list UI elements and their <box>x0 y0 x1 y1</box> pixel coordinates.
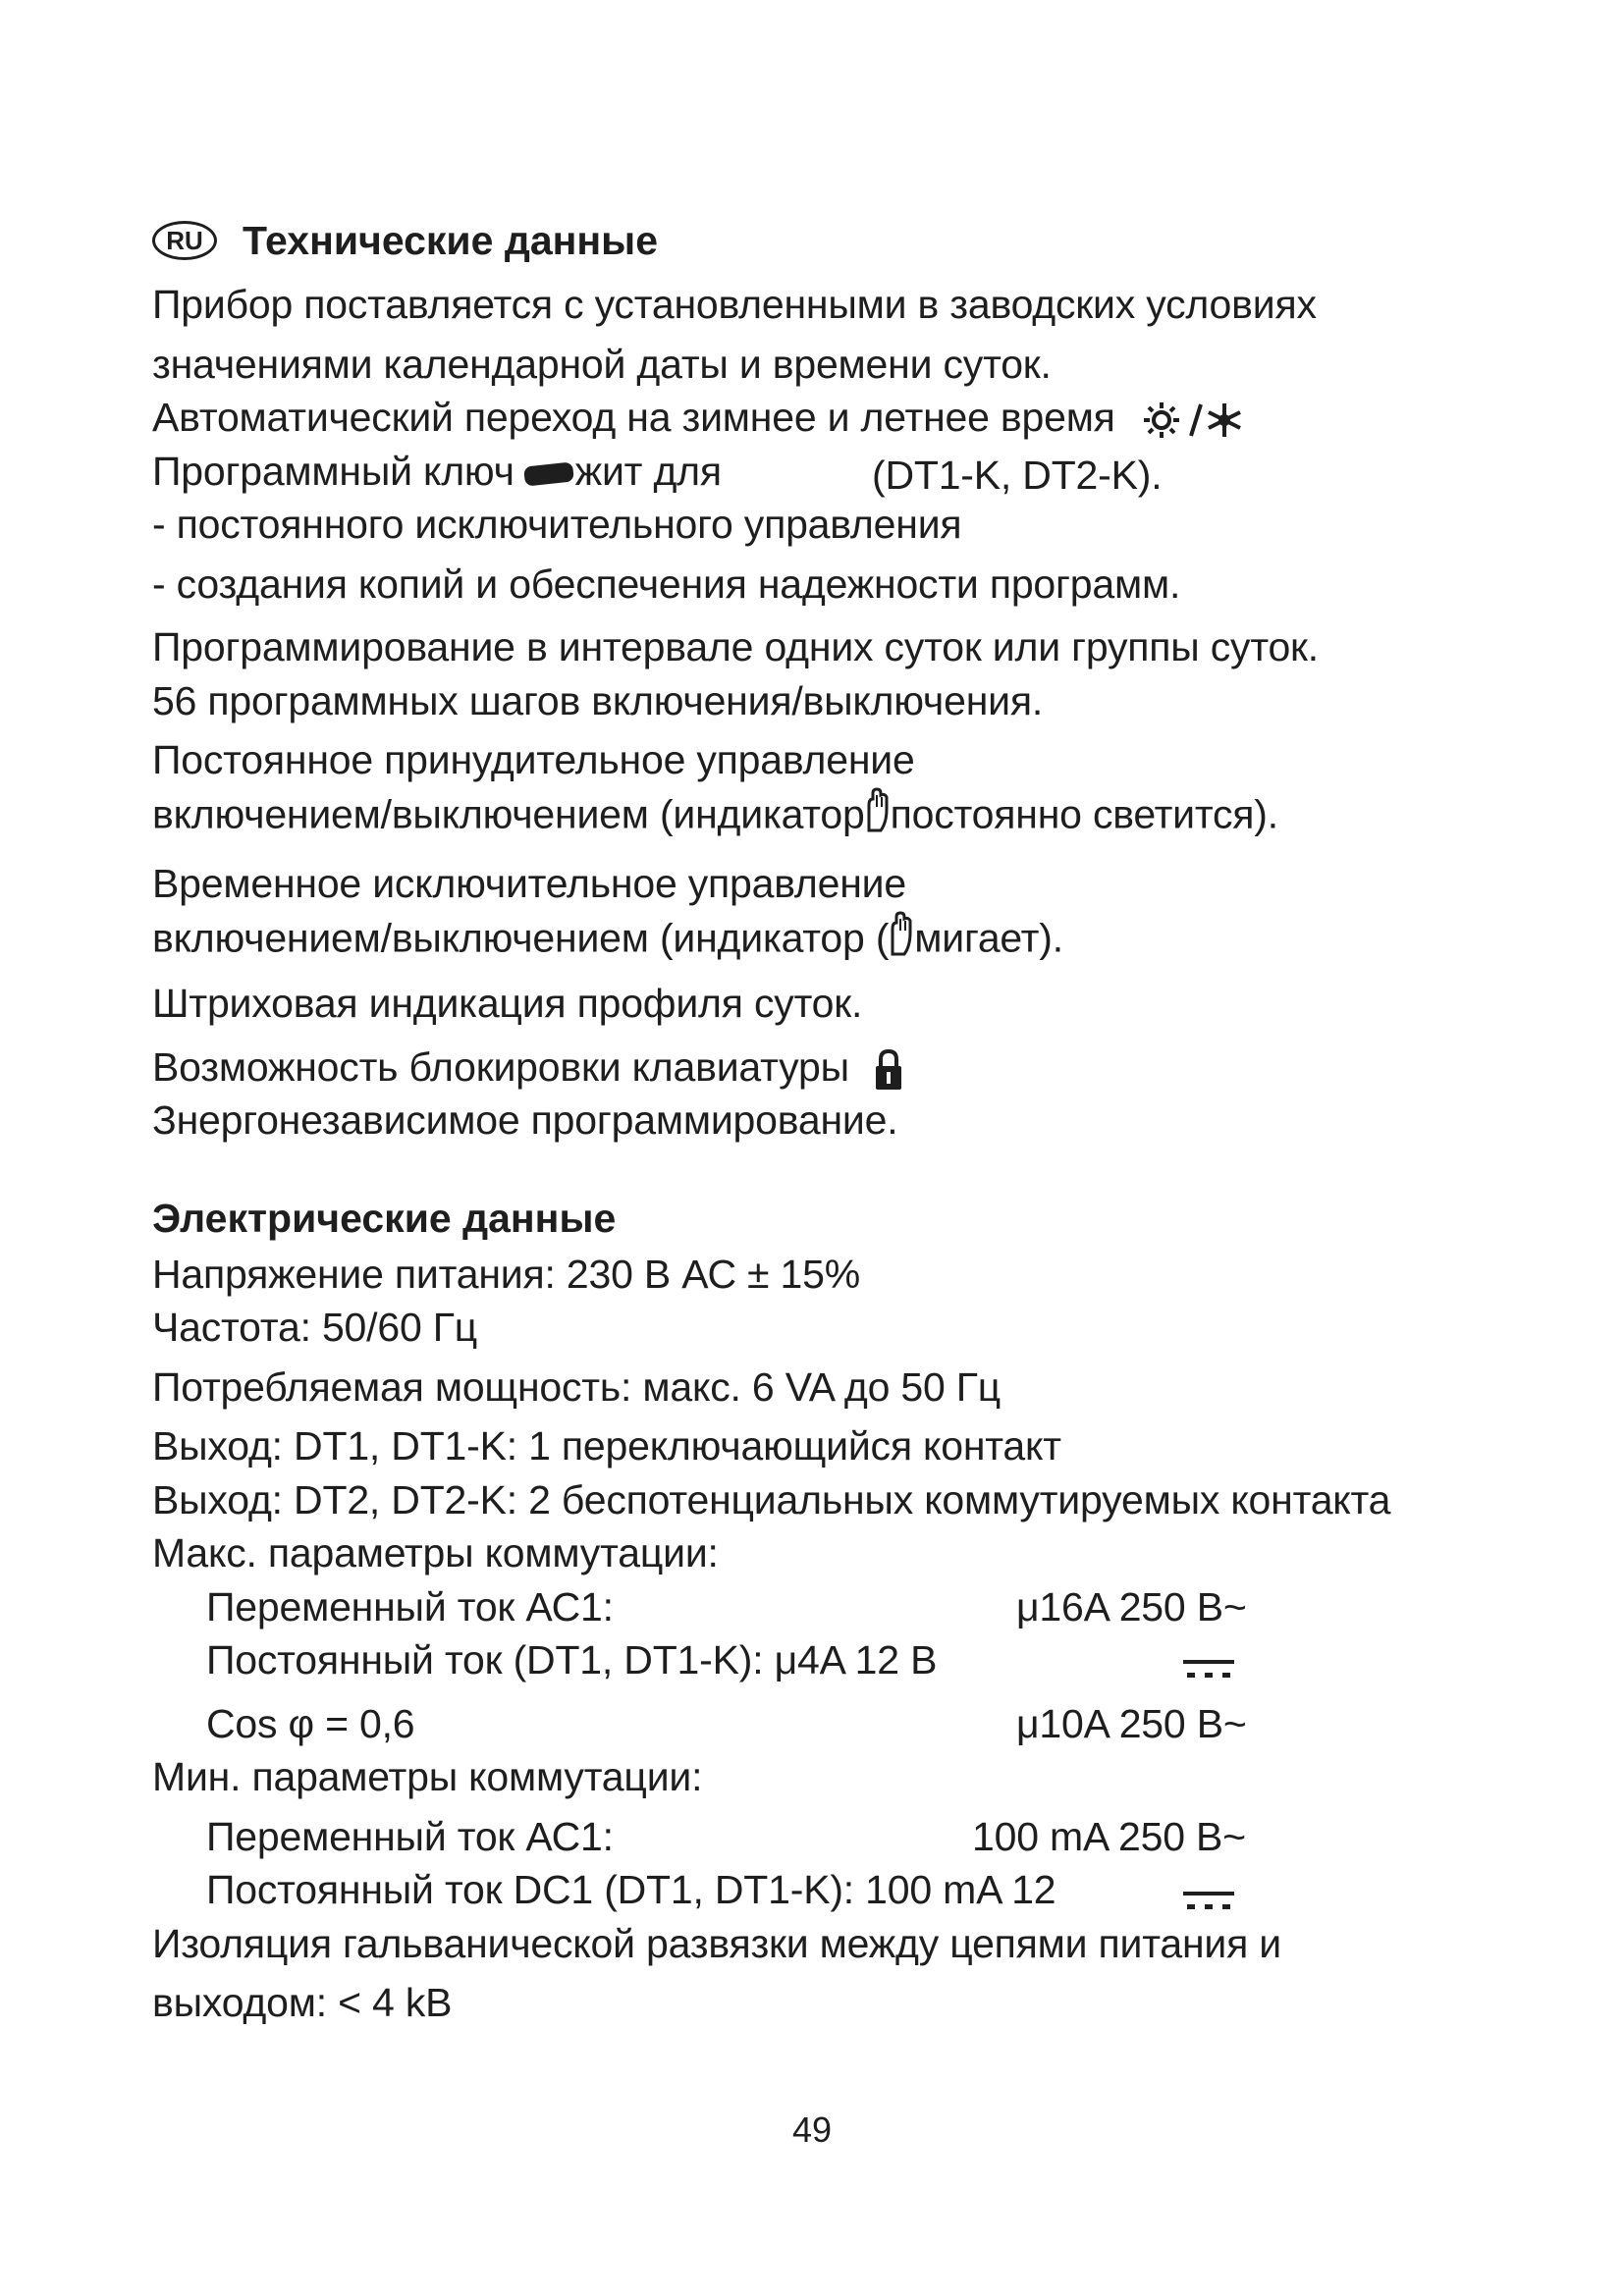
temporary-text-a: включением/выключением (индикатор ( <box>152 915 890 961</box>
text-line: Прибор поставляется с установленными в заводских условиях <box>152 282 1317 327</box>
text-line: Выход: DT2, DT2-K: 2 беспотенциальных коммутируемых контакта <box>152 1476 1391 1522</box>
text-line-lock <box>152 1041 1507 1095</box>
section-title: Технические данные <box>243 218 658 263</box>
spec-label: Переменный ток АС1: <box>206 1583 614 1629</box>
spec-value: μ10A 250 В~ <box>1016 1700 1247 1746</box>
spec-row-min-ac <box>152 1810 1507 1864</box>
text-line: - постоянного исключительного управления <box>152 502 962 547</box>
spec-row-max-cos <box>152 1697 1507 1751</box>
spec-label: Переменный ток АС1: <box>206 1813 614 1859</box>
spec-label: Постоянный ток DC1 (DT1, DT1-K): 100 mA 12 <box>206 1867 1056 1912</box>
key-text-a: Программный ключ <box>152 448 514 494</box>
text-line: выходом: < 4 kB <box>152 1980 453 2025</box>
section-heading-electrical <box>152 1189 1507 1248</box>
section-heading-technical <box>152 211 1507 270</box>
text-line: - создания копий и обеспечения надежности программ. <box>152 561 1181 607</box>
spec-row-max-dc <box>152 1633 1507 1687</box>
spec-label: Постоянный ток (DT1, DT1-K): μ4A 12 В <box>206 1637 938 1682</box>
text-line: Напряжение питания: 230 В АС ± 15% <box>152 1251 861 1297</box>
manual-override-hand-icon <box>863 787 893 848</box>
lock-text: Возможность блокировки клавиатуры <box>152 1043 849 1090</box>
text-line: Программирование в интервале одних суток или группы суток. <box>152 624 1319 669</box>
language-badge-ru: RU <box>152 221 217 260</box>
page-number: 49 <box>791 2109 833 2150</box>
document-page <box>152 211 1507 2030</box>
permanent-text-a: включением/выключением (индикатор <box>152 791 865 837</box>
text-line: Знергонезависимое программирование. <box>152 1097 898 1143</box>
text-line: Макс. параметры коммутации: <box>152 1530 719 1575</box>
text-line: Временное исключительное управление <box>152 861 906 906</box>
program-key-icon <box>523 461 574 486</box>
text-line-temporary <box>152 911 1507 972</box>
text-line: Штриховая индикация профиля суток. <box>152 981 863 1026</box>
text-line-key <box>152 445 1507 499</box>
spec-value: μ16A 250 В~ <box>1016 1583 1247 1629</box>
text-line: значениями календарной даты и времени суток. <box>152 341 1052 387</box>
spec-label: Cos φ = 0,6 <box>206 1700 415 1746</box>
spec-row-min-dc <box>152 1863 1507 1917</box>
text-line: Изоляция гальванической развязки между цепями питания и <box>152 1920 1282 1966</box>
text-line-dst <box>152 391 1507 445</box>
dst-text: Автоматический переход на зимнее и летнее время <box>152 395 1115 440</box>
text-line: Потребляемая мощность: макс. 6 VA до 50 Гц <box>152 1363 1001 1410</box>
spec-row-max-ac <box>152 1580 1507 1634</box>
text-line: Частота: 50/60 Гц <box>152 1305 478 1350</box>
temporary-text-b: мигает). <box>914 915 1063 961</box>
text-line: 56 программных шагов включения/выключения. <box>152 677 1044 723</box>
permanent-text-b: постоянно светится). <box>890 791 1278 837</box>
text-line-permanent <box>152 787 1507 848</box>
keypad-lock-icon <box>874 1048 903 1092</box>
section-title: Электрические данные <box>152 1195 617 1241</box>
direct-current-symbol-icon <box>1181 1645 1236 1699</box>
text-line: Постоянное принудительное управление <box>152 737 915 782</box>
sun-snowflake-icon <box>1140 400 1246 440</box>
spec-value: 100 mA 250 В~ <box>972 1813 1246 1859</box>
manual-override-hand-icon <box>887 911 916 972</box>
key-text-b: жит для <box>574 448 722 494</box>
text-line: Выход: DT1, DT1-K: 1 переключающийся контакт <box>152 1423 1061 1468</box>
text-line: Мин. параметры коммутации: <box>152 1754 703 1799</box>
key-models: (DT1-K, DT2-K). <box>872 452 1163 498</box>
direct-current-symbol-icon <box>1181 1877 1236 1931</box>
